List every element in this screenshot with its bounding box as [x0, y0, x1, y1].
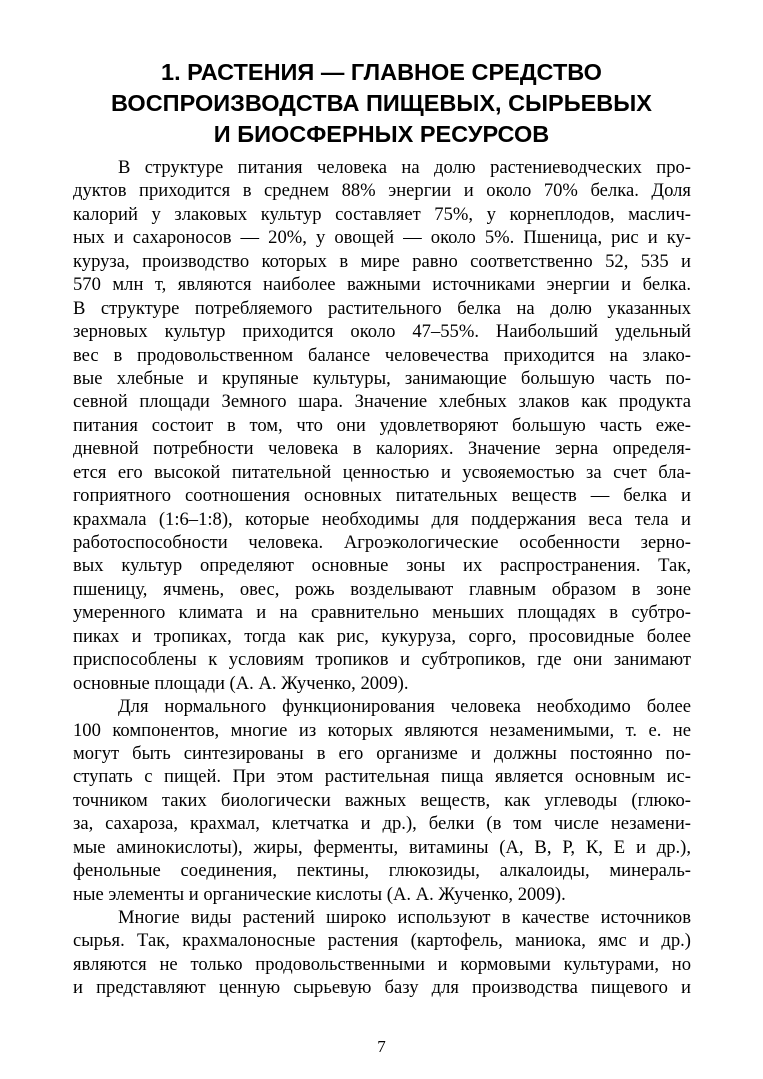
text-line: могут быть синтезированы в его организме и должны постоянно по-: [73, 742, 691, 764]
text-line: севной площади Земного шара. Значение хлебных злаков как продукта: [73, 391, 691, 413]
body-text: [73, 156, 691, 1000]
text-line: фенольные соединения, пектины, глюкозиды, алкалоиды, минераль-: [73, 860, 691, 882]
text-line: крахмала (1:6–1:8), которые необходимы для поддержания веса тела и: [73, 508, 691, 530]
text-line: 570 млн т, являются наиболее важными источниками энергии и белка.: [73, 274, 691, 296]
text-line: питания состоит в том, что они удовлетворяют большую часть еже-: [73, 414, 691, 436]
text-line: ступать с пищей. При этом растительная пища является основным ис-: [73, 766, 691, 788]
text-line: и представляют ценную сырьевую базу для производства пищевого и: [73, 977, 691, 999]
text-line: вые хлебные и крупяные культуры, занимающие большую часть по-: [73, 367, 691, 389]
text-line: приспособлены к условиям тропиков и субтропиков, где они занимают: [73, 649, 691, 671]
text-line: основные площади (А. А. Жученко, 2009).: [73, 672, 409, 694]
text-line: гоприятного соотношения основных питательных веществ — белка и: [73, 485, 691, 507]
text-line: работоспособности человека. Агроэкологические особенности зерно-: [73, 532, 691, 553]
text-line: 100 компонентов, многие из которых являются незаменимыми, т. е. не: [73, 719, 691, 741]
chapter-heading: [70, 57, 693, 150]
paragraph-2: [73, 695, 691, 906]
text-line: вес в продовольственном балансе человечества приходится на злако-: [73, 344, 691, 366]
text-line: пиках и тропиках, тогда как рис, кукуруза, сорго, просовидные более: [73, 625, 691, 647]
chapter-heading-line: ВОСПРОИЗВОДСТВА ПИЩЕВЫХ, СЫРЬЕВЫХ: [111, 90, 652, 116]
text-line: за, сахароза, крахмал, клетчатка и др.), белки (в том числе незамени-: [73, 813, 691, 835]
text-line: дневной потребности человека в калориях. Значение зерна определя-: [73, 438, 691, 460]
text-line: Многие виды растений широко используют в качестве источников: [118, 907, 691, 928]
text-line: ных и сахароносов — 20%, у овощей — около 5%. Пшеница, рис и ку-: [73, 227, 691, 249]
text-line: вых культур определяют основные зоны их распространения. Так,: [73, 555, 691, 577]
text-line: дуктов приходится в среднем 88% энергии и около 70% белка. Доля: [73, 180, 691, 202]
chapter-heading-line: И БИОСФЕРНЫХ РЕСУРСОВ: [213, 121, 550, 147]
paragraph-3: [73, 906, 691, 1000]
text-line: являются не только продовольственными и кормовыми культурами, но: [73, 953, 691, 975]
text-line: куруза, производство которых в мире равно соответственно 52, 535 и: [73, 250, 691, 272]
text-line: калорий у злаковых культур составляет 75%, у корнеплодов, маслич-: [73, 203, 691, 225]
page-number: 7: [377, 1037, 386, 1056]
text-line: мые аминокислоты), жиры, ферменты, витамины (А, В, Р, К, Е и др.),: [73, 836, 691, 858]
text-line: зерновых культур приходится около 47–55%. Наибольший удельный: [73, 321, 691, 343]
text-line: В структуре потребляемого растительного белка на долю указанных: [73, 297, 691, 319]
paragraph-1: [73, 156, 691, 695]
text-line: ные элементы и органические кислоты (А. А. Жученко, 2009).: [73, 883, 566, 905]
text-line: точником таких биологически важных веществ, как углеводы (глюко-: [73, 789, 691, 811]
text-line: пшеницу, ячмень, овес, рожь возделывают главным образом в зоне: [73, 578, 691, 600]
text-line: сырья. Так, крахмалоносные растения (картофель, маниока, ямс и др.): [73, 930, 691, 952]
text-line: умеренного климата и на сравнительно меньших площадях в субтро-: [73, 602, 691, 624]
chapter-heading-line: 1. РАСТЕНИЯ — ГЛАВНОЕ СРЕДСТВО: [161, 59, 602, 85]
text-line: ется его высокой питательной ценностью и усвояемостью за счет бла-: [73, 461, 691, 483]
text-line: Для нормального функционирования человека необходимо более: [118, 696, 691, 718]
text-line: В структуре питания человека на долю растениеводческих про-: [118, 157, 691, 178]
